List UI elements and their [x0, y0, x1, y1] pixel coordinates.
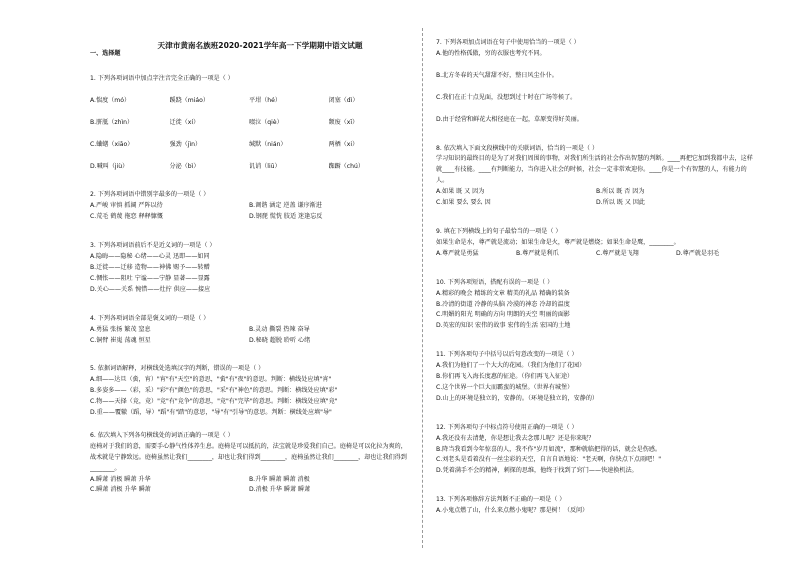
- option-row: [436, 198, 756, 209]
- question-stem: 10. 下列各项短语，搭配有误的一项是（ ）: [436, 278, 554, 286]
- question-10: [436, 278, 756, 333]
- option: C.蛐蟮（xiāo）: [90, 140, 134, 148]
- option: C.这个世界一个巨大而霸蛮的城堡。（世界有城堡）: [436, 383, 574, 391]
- option: 讥诮（liū）: [249, 162, 281, 170]
- option: 平坩（hé）: [249, 96, 281, 104]
- question-stem: 3. 下列各项词语前后不是近义词的一项是（ ）: [90, 242, 216, 250]
- option: D.喊叫（jiù）: [90, 162, 129, 170]
- option: A.精彩的晚会 精练的文章 精美的礼品 精确的装备: [436, 289, 570, 297]
- option-row: [90, 118, 408, 129]
- question-stem: 4. 下列各项词语全部是褒义词的一项是（ ）: [90, 314, 210, 322]
- option-row: [90, 475, 408, 486]
- option: B.多姿多——（彩，采）"彩"有"颜色"的意思，"采"有"神色"的意思。判断：横线处应填"彩": [90, 387, 338, 395]
- option: D.由于经营和鲜花大相径庭在一起，草原变得好美丽。: [436, 115, 583, 123]
- option-row: [90, 201, 408, 212]
- option-row: [90, 485, 408, 496]
- option: A.我还没有去清楚，你是想让我去念那儿呢？还是你来呢？: [436, 434, 595, 442]
- option: B.调谐 涵定 逆盖 谦序渐进: [249, 202, 322, 210]
- question-6: [90, 431, 408, 496]
- option: C.我们在正十点见面，没想到过十时在广场等候了。: [436, 93, 577, 101]
- question-passage: 学习知识的最终目的是为了对我们周围的事物，对我们所生活的社会作出智慧的判断。____再把它加到我都中去，这样就____有技能。____有判断能力，当你进入社会的时候，社会一定非常欢迎你。____你是一个有智慧的人，有能力的人。: [436, 155, 753, 185]
- option: 分泌（bì）: [169, 162, 200, 170]
- question-4: [90, 314, 408, 347]
- option: D.英宏的知识 宏伟的故事 宏伟的生活 宏国的土地: [436, 322, 571, 330]
- column-divider: [422, 28, 424, 548]
- question-stem: 13. 下列各项修辞方法判断不正确的一项是（ ）: [436, 496, 566, 504]
- option: A.勇猛 张扬 繁茂 窒息: [90, 325, 151, 333]
- question-stem: 12. 下列各项句子中标点符号使用正确的一项是（ ）: [436, 423, 578, 431]
- option: 迁徙（xí）: [169, 118, 200, 126]
- question-9: [436, 227, 756, 260]
- option: B.升华 瞬萧 瞬萧 消极: [249, 475, 310, 483]
- option: A.隐晦——隐秘 心绪——心灵 迅即——如同: [90, 253, 210, 261]
- option: D.关心——关系 惋惜——灶拧 供应——接应: [90, 285, 211, 293]
- option: B.所以 既 否 因为: [596, 188, 645, 196]
- option: 两栖（xi）: [328, 140, 359, 148]
- question-13: [436, 495, 756, 517]
- option: C.刘老头是看着没有一丝尘彩的天空，自言自语地说："老天啊，你快点下点雨吧！": [436, 456, 662, 464]
- option: D.重——覆辙（蹈，导）"蹈"有"踏"的意思，"导"有"引导"的意思。判断：横线处应填"导": [90, 409, 332, 417]
- option: C.尊严就是飞翔: [596, 249, 639, 257]
- option: D.钢琵 慌恍 肢适 迷逢忘反: [249, 213, 323, 221]
- option: B.你们再飞入海长度惠的征途。（你们再飞入征途）: [436, 373, 574, 381]
- option: A.惴度（mó）: [90, 96, 131, 104]
- option: A.严峻 审慎 抓阔 严阵以待: [90, 202, 163, 210]
- option-row: [90, 96, 408, 107]
- option: C.荒毛 鹤蔑 拖恋 释释慷慨: [90, 213, 163, 221]
- option: B.迁徙——迁移 造物——神佛 赐予——转赠: [90, 263, 210, 271]
- option: C.铜臂 崔嵬 荡魂 恒星: [90, 336, 151, 344]
- question-stem: 8. 依次填入下面文段横线中的关联词语，恰当的一项是（ ）: [436, 144, 599, 152]
- option: B.冷清的街道 冷静的头脑 冷漠的神态 冷却的温度: [436, 300, 570, 308]
- question-1: [90, 74, 408, 173]
- option-row: [90, 336, 408, 347]
- option: D.尊严就是羽毛: [676, 249, 720, 257]
- option: D.消极 升华 瞬萧 瞬萧: [249, 486, 311, 494]
- option: B.胼胝（zhìn）: [90, 118, 134, 126]
- option-row: [436, 249, 756, 260]
- option: A.小鬼点燃了山，什么来点燃小鬼呢？那是树！（反问）: [436, 507, 589, 515]
- section-title: 一、选择题: [90, 50, 121, 57]
- option: D.凭着满手不会的精神，刺探的思维，他终于找到了窍门——快速换机法。: [436, 467, 638, 475]
- option: 强劲（jìn）: [169, 140, 202, 148]
- left-column: [90, 38, 408, 496]
- question-8: [436, 144, 756, 209]
- option: A.瞬萧 消极 瞬萧 升华: [90, 475, 151, 483]
- option: C.物——天择（竞，竟）"竞"有"竞争"的意思，"竟"有"完毕"的意思。判断：横线处应填"竟": [90, 398, 338, 406]
- question-passage: 庭椅对于我们的意，需要手心静气性体养生息。庭椅是可以抵抗的，法宝就是珍爱我们自己。庭椅是可以化拉为爽的，战术就是宁静致远。庭椅虽然让我们________，却也让我们得到________，庭椅虽然让我们________，却也让我们得到________。: [90, 442, 407, 472]
- option: B.北方冬春的天气甜甜不好，整日风尘仆仆。: [436, 71, 558, 79]
- right-column: [436, 38, 756, 517]
- question-3: [90, 241, 408, 296]
- option: A.尊严就是勇猛: [436, 249, 479, 257]
- option: B.尊严就是利爪: [516, 249, 559, 257]
- question-stem: 7. 下列各项加点词语在句子中使用恰当的一项是（ ）: [436, 39, 580, 46]
- option: A.他的性格孤傲，穷的衣服也考究不同。: [436, 49, 546, 57]
- question-stem: 11. 下列各项句子中括号以后句意改变的一项是（ ）: [436, 351, 578, 359]
- option: 蹊跷（miáo）: [169, 96, 209, 104]
- question-11: [436, 350, 756, 405]
- option: 啜泣（qiè）: [249, 118, 283, 126]
- option: 闭塞（dì）: [328, 96, 359, 104]
- question-stem: 1. 下列各项词语中加点字注音完全正确的一项是（ ）: [90, 74, 234, 82]
- option: 颓废（xī）: [328, 118, 359, 126]
- option-row: [90, 325, 408, 336]
- option: A.我们为他们了一个大大的花园。（我们为他们了花园）: [436, 362, 586, 370]
- option: A.细——达旦（夤，宵）"宵"有"天空"的意思，"夤"有"夜"的意思。判断：横线处应填"宵": [90, 376, 332, 384]
- option: C.惆怅——阻吐 宁谧——宁静 显著——显露: [90, 274, 210, 282]
- option-row: [436, 187, 756, 198]
- option: D.所以 既 又 因此: [596, 199, 646, 207]
- option: 踟蹰（chú）: [328, 162, 364, 170]
- question-stem: 2. 下列各项词语中错别字最多的一项是（ ）: [90, 191, 210, 199]
- page-title: 天津市黄南名族班2020-2021学年高一下学期期中语文试题: [157, 41, 363, 50]
- question-7: [436, 38, 756, 126]
- option-row: [90, 140, 408, 151]
- option-row: [90, 162, 408, 173]
- question-stem: 6. 依次填入下列各句横线处的词语正确的一项是（ ）: [90, 431, 234, 439]
- question-stem: 5. 依据词语解释，对横线处选填汉字的判断，错误的一项是（ ）: [90, 365, 265, 373]
- question-12: [436, 423, 756, 478]
- question-2: [90, 190, 408, 223]
- question-5: [90, 364, 408, 419]
- option: B.降当我看到今年惊喜的人，我不作"岁月如流"，那种就临把得的话，就会是伤感。: [436, 445, 662, 453]
- option: D.山上的环境是独立的，安静的。（环境是独立的，安静的）: [436, 394, 599, 402]
- question-stem: 9. 填在下列横线上的句子最恰当的一项是（ ）: [436, 227, 562, 235]
- option: D.秘晓 超脱 聆听 心绪: [249, 336, 311, 344]
- option: C.瞬萧 消极 升华 瞬萧: [90, 486, 151, 494]
- option: C.如果 要么 要么 因: [436, 199, 491, 207]
- option: A.如果 既 又 因为: [436, 188, 485, 196]
- option: C.明媚的阳光 明确的方向 明朗的天空 明丽的面影: [436, 311, 570, 319]
- option: 缄默（nián）: [249, 140, 287, 148]
- option-row: [90, 212, 408, 223]
- option: B.灵动 撕裂 热辣 奋导: [249, 325, 310, 333]
- question-passage: 如果生命是水，尊严就是流动；如果生命是火，尊严就是燃烧；如果生命是鹰，________。: [436, 238, 680, 246]
